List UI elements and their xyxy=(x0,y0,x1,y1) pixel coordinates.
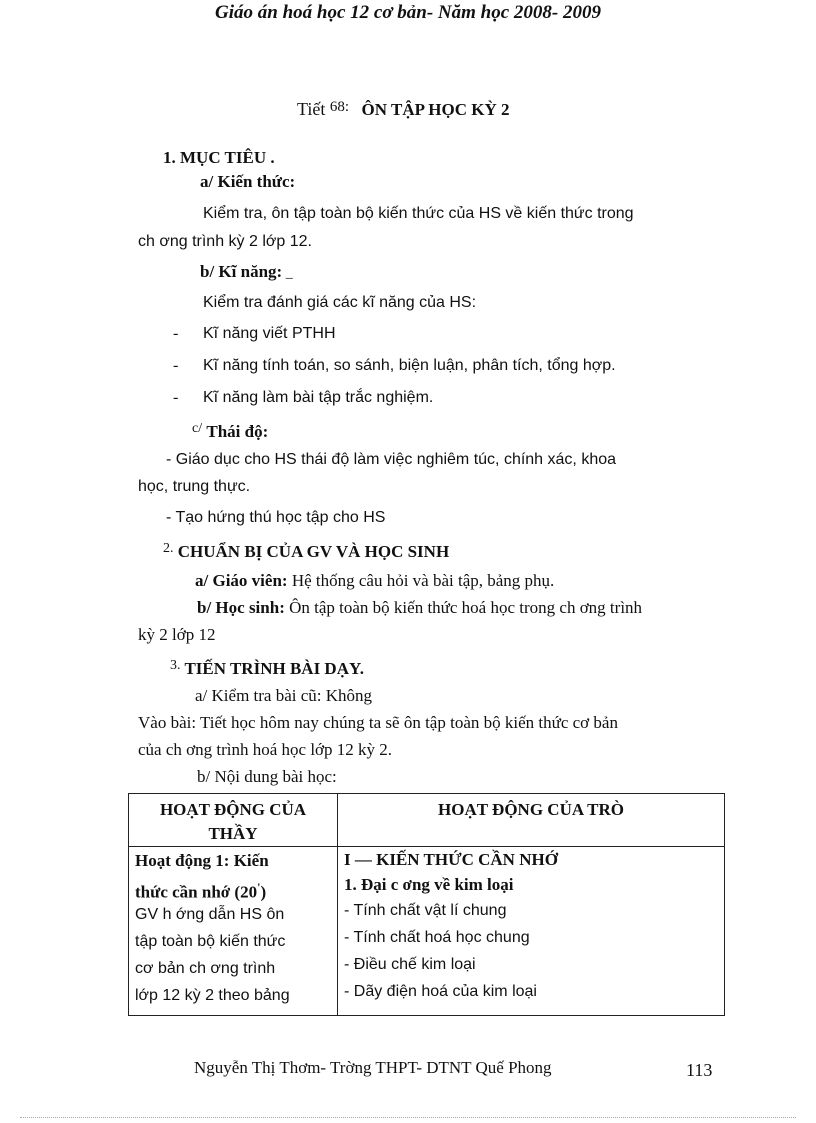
teacher-line: lớp 12 kỳ 2 theo bảng xyxy=(135,987,290,1004)
list-item: - Tính chất vật lí chung xyxy=(344,902,507,919)
skill-item-1: Kĩ năng viết PTHH xyxy=(203,325,336,342)
section3-number: 3. xyxy=(170,658,181,673)
teacher-column-header xyxy=(129,794,338,847)
attitude-line-3: - Tạo hứng thú học tập cho HS xyxy=(166,509,386,526)
teacher-line: GV h ớng dẫn HS ôn xyxy=(135,906,285,923)
student-column-header xyxy=(338,794,725,847)
title-number: 68: xyxy=(329,99,350,115)
list-item: - Dãy điện hoá của kim loại xyxy=(344,983,537,1000)
section3-heading xyxy=(170,658,364,679)
section3-heading-text: TIẾN TRÌNH BÀI DẠY. xyxy=(184,659,364,678)
section2-number: 2. xyxy=(163,541,174,556)
teacher-prep-label: a/ Giáo viên: xyxy=(195,571,288,590)
knowledge-heading: I — KIẾN THỨC CẦN NHỚ xyxy=(344,850,558,869)
skills-intro: Kiểm tra đánh giá các kĩ năng của HS: xyxy=(203,294,477,311)
table-header-row xyxy=(129,794,725,847)
intro-line-1: Vào bài: Tiết học hôm nay chúng ta sẽ ôn tập toàn bộ kiến thức cơ bản xyxy=(138,713,618,732)
activity-title-sup: ' xyxy=(257,880,261,894)
knowledge-label-text: a/ Kiến thức: xyxy=(200,172,296,191)
check-old-lesson: a/ Kiểm tra bài cũ: Không xyxy=(195,686,373,705)
activity-title-line-2 xyxy=(135,874,337,901)
student-prep-label: b/ Học sinh: xyxy=(197,598,285,617)
title-main: ÔN TẬP HỌC KỲ 2 xyxy=(361,100,510,119)
title-prefix: Tiết xyxy=(297,99,326,119)
skill-item-3: Kĩ năng làm bài tập trắc nghiệm. xyxy=(203,389,434,406)
teacher-column-header-text: HOẠT ĐỘNG CỦA THẦY xyxy=(159,800,307,843)
attitude-label-text: Thái độ: xyxy=(206,422,269,441)
skills-label: b/ Kĩ năng: _ xyxy=(200,262,293,281)
knowledge-label xyxy=(200,172,295,192)
page-footer: Nguyễn Thị Thơm- Trờng THPT- DTNT Quế Phong xyxy=(194,1058,552,1077)
knowledge-line-2: ch ơng trình kỳ 2 lớp 12. xyxy=(138,233,312,250)
attitude-line-1: - Giáo dục cho HS thái độ làm việc nghiêm túc, chính xác, khoa xyxy=(166,451,617,468)
student-prep-line-2: kỳ 2 lớp 12 xyxy=(138,625,216,644)
knowledge-subheading: 1. Đại c ơng về kim loại xyxy=(344,875,514,894)
teacher-line: cơ bản ch ơng trình xyxy=(135,960,276,977)
intro-line-2: của ch ơng trình hoá học lớp 12 kỳ 2. xyxy=(138,740,393,759)
page-number: 113 xyxy=(686,1060,713,1080)
student-prep xyxy=(197,598,642,618)
attitude-label xyxy=(192,421,268,442)
skill-item-2: Kĩ năng tính toán, so sánh, biện luận, phân tích, tổng hợp. xyxy=(203,357,616,374)
teacher-prep-text: Hệ thống câu hỏi và bài tập, bảng phụ. xyxy=(291,571,555,590)
activity-title-text: thức cần nhớ (20 xyxy=(135,882,258,902)
activity-title-line-1: Hoạt động 1: Kiến xyxy=(135,851,269,870)
section2-heading xyxy=(163,541,449,562)
list-item: - Điều chế kim loại xyxy=(344,956,476,973)
section1-heading: 1. MỤC TIÊU . xyxy=(163,148,275,167)
knowledge-line-1: Kiểm tra, ôn tập toàn bộ kiến thức của HS về kiến thức trong xyxy=(203,205,634,222)
table-row xyxy=(129,847,725,1016)
activity-title-close: ) xyxy=(260,882,267,902)
bullet-dash: - xyxy=(173,325,179,342)
student-column-header-text: HOẠT ĐỘNG CỦA TRÒ xyxy=(438,800,624,819)
list-item: - Tính chất hoá học chung xyxy=(344,929,530,946)
bullet-dash: - xyxy=(173,389,179,406)
section2-heading-text: CHUẨN BỊ CỦA GV VÀ HỌC SINH xyxy=(177,542,450,561)
activity-table xyxy=(128,793,725,1016)
student-prep-text: Ôn tập toàn bộ kiến thức hoá học trong ch ơng trình xyxy=(289,598,643,617)
bullet-dash: - xyxy=(173,357,179,374)
page-bottom-divider xyxy=(20,1117,796,1118)
lesson-content-label: b/ Nội dung bài học: xyxy=(197,767,337,786)
page-header: Giáo án hoá học 12 cơ bản- Năm học 2008- 2009 xyxy=(215,2,601,23)
student-activity-cell xyxy=(338,847,725,1016)
lesson-title xyxy=(297,99,510,120)
attitude-letter: c/ xyxy=(192,421,203,436)
teacher-prep xyxy=(195,571,554,591)
attitude-line-2: học, trung thực. xyxy=(138,478,251,495)
teacher-line: tập toàn bộ kiến thức xyxy=(135,933,286,950)
skills-label-text: b/ Kĩ năng: xyxy=(200,262,283,281)
teacher-activity-cell xyxy=(129,847,338,1016)
